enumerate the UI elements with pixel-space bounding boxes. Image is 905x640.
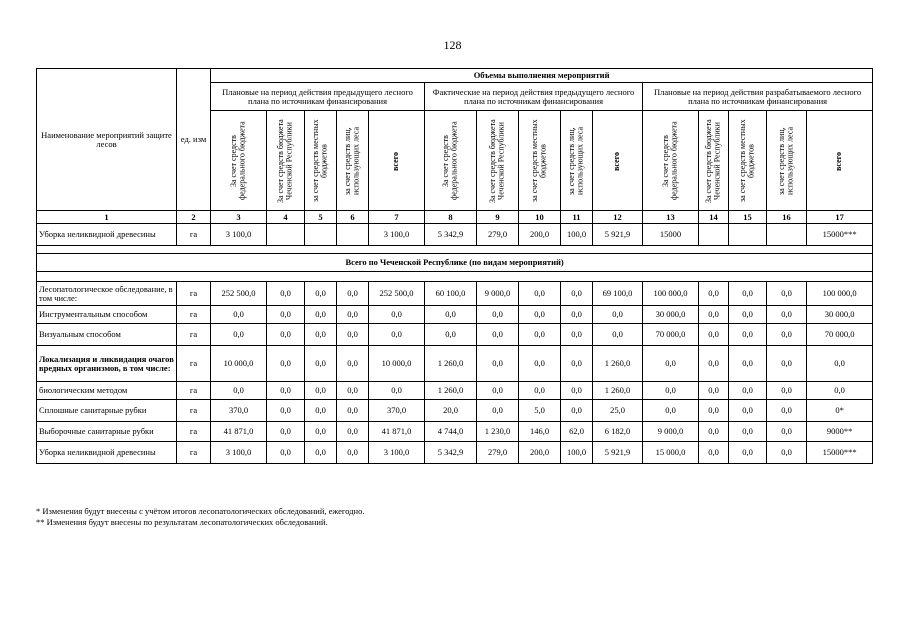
column-number: 1 (37, 211, 177, 224)
row-value: 0* (807, 400, 873, 422)
row-value: 3 100,0 (369, 442, 425, 464)
column-number: 4 (267, 211, 305, 224)
row-unit: га (177, 400, 211, 422)
subheader-label: всего (612, 150, 622, 171)
section-row (37, 254, 873, 272)
row-value: 0,0 (807, 346, 873, 382)
row-value: 0,0 (729, 282, 767, 306)
subheader-label: За счет средств федерального бюджета (229, 121, 247, 200)
row-value: 0,0 (337, 442, 369, 464)
column-number: 7 (369, 211, 425, 224)
subheader-cell (767, 111, 807, 211)
row-value: 0,0 (267, 422, 305, 442)
row-value: 0,0 (337, 282, 369, 306)
row-value: 4 744,0 (425, 422, 477, 442)
row-value: 62,0 (561, 422, 593, 442)
row-value: 0,0 (425, 306, 477, 324)
subheader-cell (211, 111, 267, 211)
row-value: 0,0 (561, 346, 593, 382)
subheader-label: за счет средств лиц, использующих леса (777, 126, 795, 195)
row-value: 20,0 (425, 400, 477, 422)
subheader-label: За счет средств федерального бюджета (441, 121, 459, 200)
row-name: Выборочные санитарные рубки (37, 422, 177, 442)
subheader-label: за счет средств лиц, использующих леса (343, 126, 361, 195)
table-row (37, 224, 873, 246)
row-value: 0,0 (643, 382, 699, 400)
row-value: 0,0 (699, 382, 729, 400)
row-value: 25,0 (593, 400, 643, 422)
row-value: 9000** (807, 422, 873, 442)
row-unit: га (177, 422, 211, 442)
row-value: 15 000,0 (643, 442, 699, 464)
subheader-label: за счет средств местных бюджетов (530, 119, 548, 202)
header-group-actual-prev: Фактические на период действия предыдущего лесного плана по источникам финансирования (425, 83, 643, 111)
table-row (37, 282, 873, 306)
row-value: 3 100,0 (211, 224, 267, 246)
row-value: 0,0 (561, 382, 593, 400)
row-value: 0,0 (305, 400, 337, 422)
subheader-cell (807, 111, 873, 211)
row-value: 0,0 (477, 346, 519, 382)
column-number: 9 (477, 211, 519, 224)
row-value: 1 260,0 (593, 346, 643, 382)
subheader-cell (337, 111, 369, 211)
subheader-label: всего (834, 150, 844, 171)
column-number: 16 (767, 211, 807, 224)
row-value: 0,0 (561, 306, 593, 324)
subheader-label: За счет средств бюджета Чеченской Республики (276, 118, 294, 203)
row-value: 0,0 (519, 282, 561, 306)
row-value: 0,0 (337, 422, 369, 442)
row-value: 0,0 (477, 400, 519, 422)
row-unit: га (177, 442, 211, 464)
row-value: 0,0 (337, 346, 369, 382)
row-value: 6 182,0 (593, 422, 643, 442)
row-value: 0,0 (211, 382, 267, 400)
forest-protection-table (36, 68, 873, 464)
subheader-label: За счет средств бюджета Чеченской Республики (704, 118, 722, 203)
column-numbers-row (37, 211, 873, 224)
row-value: 0,0 (477, 324, 519, 346)
row-unit: га (177, 382, 211, 400)
row-value: 0,0 (267, 346, 305, 382)
row-value: 146,0 (519, 422, 561, 442)
page-number: 128 (443, 38, 462, 52)
table-row (37, 324, 873, 346)
header-unit: ед. изм (177, 69, 211, 211)
subheader-cell (519, 111, 561, 211)
row-value: 0,0 (519, 306, 561, 324)
row-value: 0,0 (267, 442, 305, 464)
row-value: 0,0 (305, 306, 337, 324)
row-unit: га (177, 324, 211, 346)
row-value: 0,0 (767, 282, 807, 306)
subheader-label: За счет средств бюджета Чеченской Республики (488, 118, 506, 203)
row-name: Уборка неликвидной древесины (37, 224, 177, 246)
table-row (37, 422, 873, 442)
row-unit: га (177, 306, 211, 324)
column-number: 3 (211, 211, 267, 224)
row-value: 0,0 (211, 324, 267, 346)
row-value: 70 000,0 (807, 324, 873, 346)
table-row (37, 346, 873, 382)
row-value: 0,0 (699, 422, 729, 442)
row-value: 0,0 (267, 400, 305, 422)
row-value (337, 224, 369, 246)
column-number: 14 (699, 211, 729, 224)
row-value: 0,0 (643, 346, 699, 382)
row-value: 41 871,0 (369, 422, 425, 442)
row-value: 200,0 (519, 442, 561, 464)
subheader-cell (643, 111, 699, 211)
row-value: 0,0 (561, 282, 593, 306)
row-value (305, 224, 337, 246)
subheader-label: всего (391, 150, 401, 171)
row-value: 0,0 (267, 306, 305, 324)
row-value: 0,0 (699, 442, 729, 464)
row-value: 0,0 (729, 346, 767, 382)
column-number: 12 (593, 211, 643, 224)
spacer-cell (37, 246, 873, 254)
row-value: 10 000,0 (211, 346, 267, 382)
footnotes (36, 506, 364, 529)
row-value (699, 224, 729, 246)
row-value: 0,0 (337, 306, 369, 324)
row-value: 0,0 (767, 324, 807, 346)
row-value: 0,0 (767, 442, 807, 464)
row-name: Сплошные санитарные рубки (37, 400, 177, 422)
row-value: 1 260,0 (425, 346, 477, 382)
row-value: 0,0 (369, 382, 425, 400)
row-value: 0,0 (699, 324, 729, 346)
column-number: 2 (177, 211, 211, 224)
row-value: 370,0 (369, 400, 425, 422)
row-value: 0,0 (593, 306, 643, 324)
row-value: 0,0 (729, 442, 767, 464)
row-value: 0,0 (477, 382, 519, 400)
row-value: 0,0 (767, 400, 807, 422)
row-unit: га (177, 282, 211, 306)
header-volumes: Объемы выполнения мероприятий (211, 69, 873, 83)
row-value: 0,0 (519, 382, 561, 400)
row-value: 0,0 (337, 382, 369, 400)
row-value: 1 260,0 (593, 382, 643, 400)
row-value: 5 342,9 (425, 442, 477, 464)
row-unit: га (177, 224, 211, 246)
row-value (729, 224, 767, 246)
footnote-2: ** Изменения будут внесены по результатам лесопатологических обследований. (36, 517, 328, 528)
row-value: 0,0 (519, 324, 561, 346)
column-number: 5 (305, 211, 337, 224)
row-value: 0,0 (267, 324, 305, 346)
column-number: 17 (807, 211, 873, 224)
row-value: 3 100,0 (211, 442, 267, 464)
row-value: 0,0 (519, 346, 561, 382)
row-value: 0,0 (477, 306, 519, 324)
subheader-cell (305, 111, 337, 211)
subheader-cell (477, 111, 519, 211)
row-value: 0,0 (767, 422, 807, 442)
row-value: 0,0 (561, 324, 593, 346)
row-value: 0,0 (425, 324, 477, 346)
subheader-label: за счет средств лиц, использующих леса (567, 126, 585, 195)
row-value: 0,0 (305, 442, 337, 464)
subheader-cell (593, 111, 643, 211)
row-value (767, 224, 807, 246)
row-value: 0,0 (369, 306, 425, 324)
row-value: 0,0 (337, 324, 369, 346)
row-value: 0,0 (767, 346, 807, 382)
subheader-cell (561, 111, 593, 211)
row-value: 100 000,0 (643, 282, 699, 306)
row-value: 0,0 (305, 324, 337, 346)
row-value: 9 000,0 (477, 282, 519, 306)
row-value: 100,0 (561, 442, 593, 464)
row-value: 279,0 (477, 224, 519, 246)
row-value: 0,0 (729, 422, 767, 442)
row-value: 0,0 (561, 400, 593, 422)
row-value: 370,0 (211, 400, 267, 422)
row-value: 0,0 (267, 282, 305, 306)
subheader-cell (699, 111, 729, 211)
row-name: Локализация и ликвидация очагов вредных организмов, в том числе: (37, 346, 177, 382)
column-number: 8 (425, 211, 477, 224)
column-number: 10 (519, 211, 561, 224)
row-value: 41 871,0 (211, 422, 267, 442)
row-value: 30 000,0 (807, 306, 873, 324)
row-value: 252 500,0 (369, 282, 425, 306)
row-value: 1 230,0 (477, 422, 519, 442)
row-value: 0,0 (593, 324, 643, 346)
row-value: 5 921,9 (593, 224, 643, 246)
row-value: 0,0 (729, 382, 767, 400)
row-value: 0,0 (211, 306, 267, 324)
row-value: 0,0 (699, 306, 729, 324)
row-value: 5 342,9 (425, 224, 477, 246)
row-value: 0,0 (729, 324, 767, 346)
header-group-planned-prev: Плановые на период действия предыдущего лесного плана по источникам финансирования (211, 83, 425, 111)
row-value: 1 260,0 (425, 382, 477, 400)
row-value: 3 100,0 (369, 224, 425, 246)
row-value: 15000 (643, 224, 699, 246)
subheader-label: за счет средств местных бюджетов (738, 119, 756, 202)
row-unit: га (177, 346, 211, 382)
spacer-row (37, 246, 873, 254)
row-name: Инструментальным способом (37, 306, 177, 324)
row-value: 5 921,9 (593, 442, 643, 464)
column-number: 11 (561, 211, 593, 224)
row-value: 0,0 (337, 400, 369, 422)
spacer-row (37, 272, 873, 282)
spacer-cell (37, 272, 873, 282)
row-value: 0,0 (699, 346, 729, 382)
subheader-cell (267, 111, 305, 211)
table-row (37, 382, 873, 400)
row-name: Лесопатологическое обследование, в том числе: (37, 282, 177, 306)
row-value: 0,0 (643, 400, 699, 422)
row-value: 100 000,0 (807, 282, 873, 306)
row-value: 15000*** (807, 442, 873, 464)
row-value: 0,0 (369, 324, 425, 346)
row-value: 0,0 (767, 306, 807, 324)
row-value: 0,0 (305, 382, 337, 400)
row-name: биологическим методом (37, 382, 177, 400)
row-value: 60 100,0 (425, 282, 477, 306)
row-value: 30 000,0 (643, 306, 699, 324)
table-row (37, 442, 873, 464)
subheader-cell (729, 111, 767, 211)
row-value: 200,0 (519, 224, 561, 246)
row-value: 5,0 (519, 400, 561, 422)
column-number: 13 (643, 211, 699, 224)
subheader-label: За счет средств федерального бюджета (661, 121, 679, 200)
subheader-label: за счет средств местных бюджетов (311, 119, 329, 202)
row-value: 9 000,0 (643, 422, 699, 442)
footnote-1: * Изменения будут внесены с учётом итогов лесопатологических обследований, ежегодно. (36, 506, 365, 516)
row-value: 0,0 (305, 422, 337, 442)
subheader-cell (369, 111, 425, 211)
row-value: 15000*** (807, 224, 873, 246)
column-number: 6 (337, 211, 369, 224)
row-value: 10 000,0 (369, 346, 425, 382)
row-value: 70 000,0 (643, 324, 699, 346)
row-value: 0,0 (729, 306, 767, 324)
row-name: Визуальным способом (37, 324, 177, 346)
row-value: 279,0 (477, 442, 519, 464)
row-value: 0,0 (699, 282, 729, 306)
header-group-planned-new: Плановые на период действия разрабатываемого лесного плана по источникам финансирования (643, 83, 873, 111)
row-value: 0,0 (699, 400, 729, 422)
row-value: 0,0 (267, 382, 305, 400)
table-row (37, 306, 873, 324)
row-name: Уборка неликвидной древесины (37, 442, 177, 464)
subheader-cell (425, 111, 477, 211)
row-value (267, 224, 305, 246)
row-value: 69 100,0 (593, 282, 643, 306)
row-value: 0,0 (767, 382, 807, 400)
section-title: Всего по Чеченской Республике (по видам мероприятий) (37, 254, 873, 272)
row-value: 0,0 (305, 346, 337, 382)
header-name: Наименование мероприятий защите лесов (37, 69, 177, 211)
row-value: 0,0 (305, 282, 337, 306)
row-value: 0,0 (729, 400, 767, 422)
table-row (37, 400, 873, 422)
row-value: 100,0 (561, 224, 593, 246)
row-value: 0,0 (807, 382, 873, 400)
column-number: 15 (729, 211, 767, 224)
row-value: 252 500,0 (211, 282, 267, 306)
